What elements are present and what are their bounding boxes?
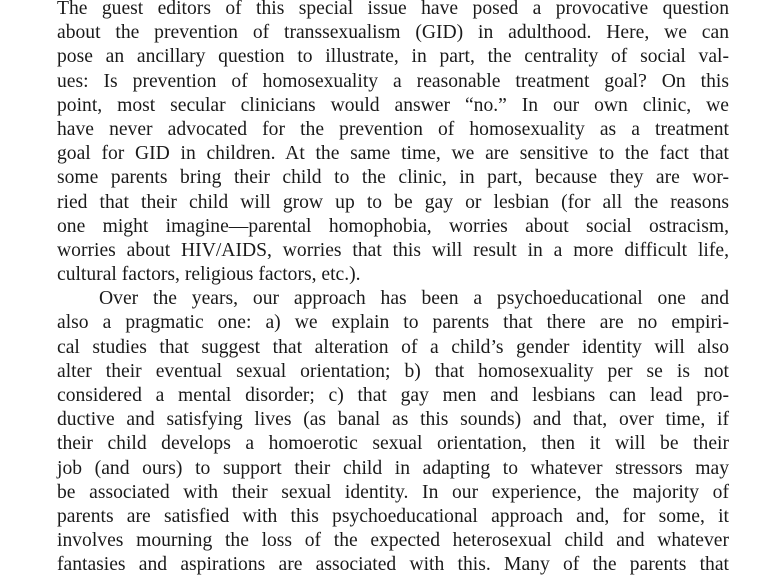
text-line: some parents bring their child to the clinic, in part, because they are wor-	[57, 167, 729, 189]
text-line-cut-off: fantasies and aspirations are associated with this. Many of the parents that	[57, 554, 729, 576]
text-line: involves mourning the loss of the expected heterosexual child and whatever	[57, 530, 729, 552]
text-line: also a pragmatic one: a) we explain to parents that there are no empiri-	[57, 312, 729, 334]
text-line: worries about HIV/AIDS, worries that this will result in a more difficult life,	[57, 239, 729, 261]
text-line: about the prevention of transsexualism (GID) in adulthood. Here, we can	[57, 22, 729, 44]
paragraph-1	[57, 0, 729, 287]
text-line: pose an ancillary question to illustrate, in part, the centrality of social val-	[57, 46, 729, 68]
text-line-indented: Over the years, our approach has been a psychoeducational one and	[99, 288, 729, 310]
text-line: considered a mental disorder; c) that gay men and lesbians can lead pro-	[57, 385, 729, 406]
text-line: ductive and satisfying lives (as banal as this sounds) and that, over time, if	[57, 409, 729, 431]
text-line: cal studies that suggest that alteration of a child’s gender identity will also	[57, 336, 729, 358]
text-line: ues: Is prevention of homosexuality a reasonable treatment goal? On this	[57, 70, 729, 92]
text-line: be associated with their sexual identity. In our experience, the majority of	[57, 481, 729, 503]
text-line-last: cultural factors, religious factors, etc.).	[57, 264, 361, 286]
text-line: The guest editors of this special issue have posed a provocative question	[57, 0, 729, 19]
text-line: one might imagine—parental homophobia, worries about social ostracism,	[57, 215, 729, 237]
text-line: ried that their child will grow up to be gay or lesbian (for all the reasons	[57, 191, 729, 213]
text-line: have never advocated for the prevention of homosexuality as a treatment	[57, 118, 729, 140]
text-line: their child develops a homoerotic sexual orientation, then it will be their	[57, 433, 729, 455]
paragraph-2	[57, 287, 729, 577]
document-page	[57, 0, 729, 578]
text-line: goal for GID in children. At the same time, we are sensitive to the fact that	[57, 143, 729, 165]
text-line: alter their eventual sexual orientation; b) that homosexuality per se is not	[57, 360, 729, 382]
text-line: job (and ours) to support their child in adapting to whatever stressors may	[57, 457, 729, 479]
text-line: parents are satisfied with this psychoeducational approach and, for some, it	[57, 505, 729, 527]
text-line: point, most secular clinicians would answer “no.” In our own clinic, we	[57, 94, 729, 116]
